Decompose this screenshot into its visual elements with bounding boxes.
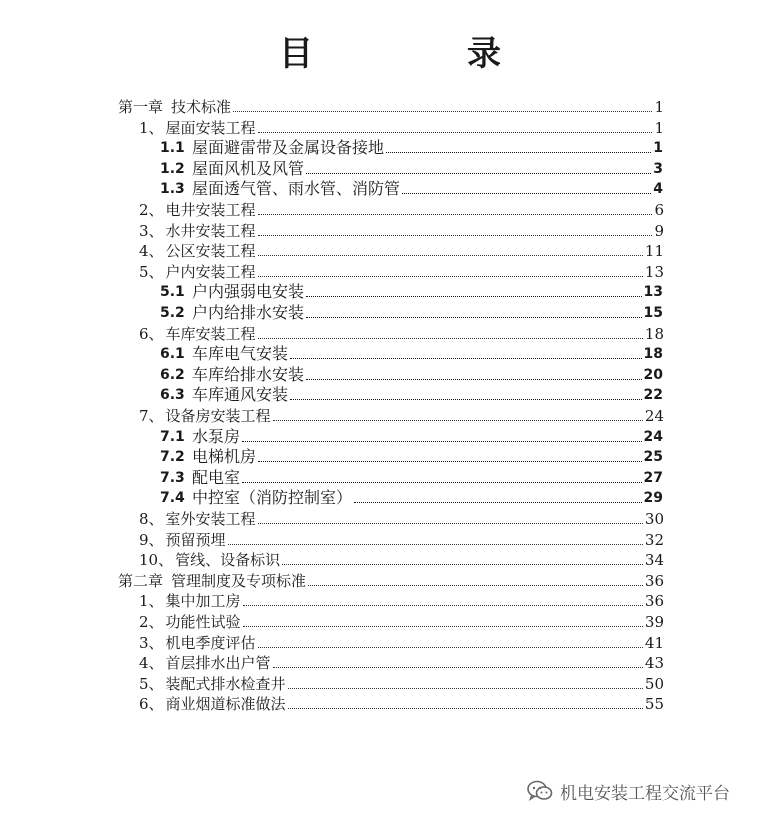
toc-entry[interactable] [160, 444, 663, 466]
toc-entry-page: 36 [644, 592, 664, 611]
toc-entry[interactable] [139, 588, 664, 610]
dot-leader [306, 316, 642, 318]
toc-entry[interactable] [160, 135, 663, 157]
dot-leader [258, 337, 643, 339]
toc-entry-label: 设备房安装工程 [165, 407, 271, 425]
toc-entry-number: 第一章 [118, 98, 164, 116]
toc-entry-label: 车库给排水安装 [192, 364, 305, 384]
toc-entry-label: 车库安装工程 [165, 324, 256, 343]
toc-entry[interactable] [160, 382, 663, 404]
toc-entry-number: 1、 [139, 118, 164, 137]
toc-entry-page: 13 [644, 262, 664, 281]
toc-entry-label: 电井安装工程 [165, 201, 256, 219]
toc-entry-label: 户内给排水安装 [192, 303, 305, 322]
toc-entry-label: 屋面避雷带及金属设备接地 [192, 138, 385, 158]
toc-entry[interactable] [139, 403, 664, 425]
toc-entry[interactable] [160, 300, 663, 322]
toc-entry-number: 8、 [139, 510, 164, 528]
toc-entry-number: 7.1 [160, 428, 185, 445]
dot-leader [258, 646, 643, 648]
toc-entry-label: 预留预埋 [165, 530, 226, 549]
toc-entry[interactable] [139, 547, 664, 569]
toc-entry-number: 10、 [139, 551, 174, 570]
toc-entry[interactable] [118, 94, 664, 116]
toc-entry-label: 公区安装工程 [165, 242, 256, 261]
dot-leader [306, 295, 642, 297]
toc-entry-label: 水井安装工程 [165, 221, 256, 240]
toc-entry-number: 5、 [139, 674, 164, 693]
toc-entry[interactable] [139, 506, 664, 528]
toc-entry-number: 3、 [139, 633, 164, 652]
toc-entry-page: 27 [643, 469, 663, 486]
toc-entry-number: 7.2 [160, 449, 185, 466]
page-title: 目 录 [279, 34, 561, 74]
toc-entry-number: 6、 [139, 695, 164, 714]
toc-entry[interactable] [160, 424, 663, 446]
toc-entry-page: 20 [643, 366, 663, 383]
toc-entry-page: 6 [654, 201, 664, 219]
toc-entry-number: 2、 [139, 201, 164, 219]
toc-entry-page: 1 [654, 98, 664, 116]
toc-entry-page: 1 [653, 140, 663, 157]
dot-leader [233, 110, 652, 112]
toc-entry-number: 9、 [139, 530, 164, 549]
dot-leader [402, 192, 651, 194]
toc-entry-page: 9 [654, 221, 664, 240]
toc-entry-number: 4、 [139, 654, 164, 673]
dot-leader [288, 707, 643, 709]
toc-entry-label: 首层排水出户管 [165, 654, 271, 673]
dot-leader [354, 501, 642, 503]
watermark-footer [526, 778, 730, 804]
toc-entry[interactable] [139, 259, 664, 281]
toc-entry[interactable] [139, 197, 664, 219]
toc-entry-label: 屋面风机及风管 [192, 158, 305, 178]
dot-leader [258, 275, 643, 277]
toc-entry-page: 24 [643, 428, 663, 445]
toc-entry[interactable] [139, 527, 664, 549]
toc-entry-number: 1.1 [160, 140, 185, 157]
footer-text: 机电安装工程交流平台 [560, 783, 730, 804]
toc-entry-page: 36 [644, 571, 664, 590]
toc-entry-label: 中控室（消防控制室） [192, 488, 353, 508]
dot-leader [258, 213, 652, 215]
toc-entry[interactable] [139, 609, 664, 631]
toc-entry-label: 室外安装工程 [165, 510, 256, 528]
toc-entry-page: 32 [644, 530, 664, 549]
toc-entry-label: 屋面透气管、雨水管、消防管 [192, 179, 401, 199]
dot-leader [258, 131, 652, 133]
toc-entry-label: 车库电气安装 [192, 344, 289, 364]
toc-entry-label: 商业烟道标准做法 [165, 695, 286, 714]
toc-entry[interactable] [139, 238, 664, 260]
toc-entry-page: 25 [643, 449, 663, 466]
dot-leader [258, 460, 642, 462]
toc-entry[interactable] [160, 341, 663, 363]
toc-entry[interactable] [139, 115, 664, 137]
dot-leader [258, 234, 652, 236]
dot-leader [290, 398, 642, 400]
toc-entry[interactable] [139, 321, 664, 343]
wechat-icon [526, 779, 554, 803]
toc-entry-number: 3、 [139, 221, 164, 240]
toc-entry-number: 5.1 [160, 284, 185, 301]
toc-entry-label: 技术标准 [171, 98, 232, 116]
toc-entry-page: 18 [643, 346, 663, 363]
toc-entry-page: 4 [653, 181, 663, 198]
toc-entry-page: 1 [654, 118, 664, 137]
toc-entry-page: 39 [644, 613, 664, 631]
dot-leader [290, 357, 642, 359]
toc-entry-label: 功能性试验 [165, 613, 241, 631]
toc-entry-label: 管线、设备标识 [175, 551, 281, 570]
dot-leader [273, 666, 643, 668]
dot-leader [308, 584, 643, 586]
toc-entry-number: 5、 [139, 262, 164, 281]
toc-entry-page: 34 [644, 551, 664, 570]
toc-entry-number: 4、 [139, 242, 164, 261]
toc-entry-label: 管理制度及专项标准 [171, 571, 307, 590]
toc-entry-label: 装配式排水检查井 [165, 674, 286, 693]
dot-leader [288, 687, 643, 689]
toc-entry-number: 6.3 [160, 387, 185, 404]
dot-leader [228, 543, 643, 545]
dot-leader [243, 604, 643, 606]
toc-entry-label: 户内强弱电安装 [192, 282, 305, 302]
dot-leader [258, 254, 643, 256]
toc-entry-number: 第二章 [118, 571, 164, 590]
toc-entry[interactable] [160, 465, 663, 487]
toc-entry-page: 11 [644, 242, 664, 261]
toc-entry-number: 6.1 [160, 346, 185, 363]
toc-entry-page: 15 [643, 305, 663, 321]
toc-entry[interactable] [160, 362, 663, 384]
toc-entry-page: 22 [643, 387, 663, 404]
toc-entry-number: 1.3 [160, 181, 185, 198]
toc-entry-label: 电梯机房 [192, 447, 257, 467]
toc-entry-page: 13 [643, 284, 663, 301]
toc-entry-label: 配电室 [192, 467, 241, 487]
toc-entry[interactable] [160, 485, 663, 507]
toc-entry-number: 1.2 [160, 160, 185, 177]
toc-entry-number: 6、 [139, 324, 164, 343]
toc-entry-page: 3 [653, 160, 663, 177]
dot-leader [306, 172, 651, 174]
toc-entry-page: 29 [643, 490, 663, 507]
dot-leader [386, 151, 651, 153]
dot-leader [242, 481, 642, 483]
toc-entry-number: 6.2 [160, 366, 185, 383]
toc-entry-page: 41 [644, 633, 664, 652]
toc-entry-number: 1、 [139, 592, 164, 611]
toc-entry[interactable] [139, 691, 664, 713]
dot-leader [306, 378, 642, 380]
dot-leader [243, 625, 643, 627]
toc-entry[interactable] [139, 671, 664, 693]
toc-entry-number: 5.2 [160, 305, 185, 321]
toc-entry-label: 机电季度评估 [165, 633, 256, 652]
toc-entry[interactable] [139, 218, 664, 240]
toc-entry[interactable] [160, 176, 663, 198]
toc-entry[interactable] [160, 156, 663, 178]
dot-leader [282, 563, 643, 565]
toc-entry-label: 屋面安装工程 [165, 118, 256, 137]
dot-leader [258, 522, 643, 524]
toc-entry-page: 18 [644, 324, 664, 343]
toc-entry[interactable] [118, 568, 664, 590]
toc-entry-page: 50 [644, 674, 664, 693]
toc-entry-label: 集中加工房 [165, 592, 241, 611]
toc-entry-number: 2、 [139, 613, 164, 631]
toc-entry[interactable] [139, 650, 664, 672]
toc-entry-number: 7、 [139, 407, 164, 425]
toc-entry[interactable] [160, 279, 663, 301]
toc-entry-number: 7.3 [160, 469, 185, 486]
toc-entry-page: 30 [644, 510, 664, 528]
toc-entry-label: 户内安装工程 [165, 262, 256, 281]
toc-entry-number: 7.4 [160, 490, 185, 507]
toc-entry[interactable] [139, 630, 664, 652]
toc-entry-page: 24 [644, 407, 664, 425]
toc-entry-page: 55 [644, 695, 664, 714]
toc-entry-label: 车库通风安装 [192, 385, 289, 405]
toc-entry-page: 43 [644, 654, 664, 673]
dot-leader [242, 440, 642, 442]
dot-leader [273, 419, 643, 421]
toc-entry-label: 水泵房 [192, 426, 241, 446]
